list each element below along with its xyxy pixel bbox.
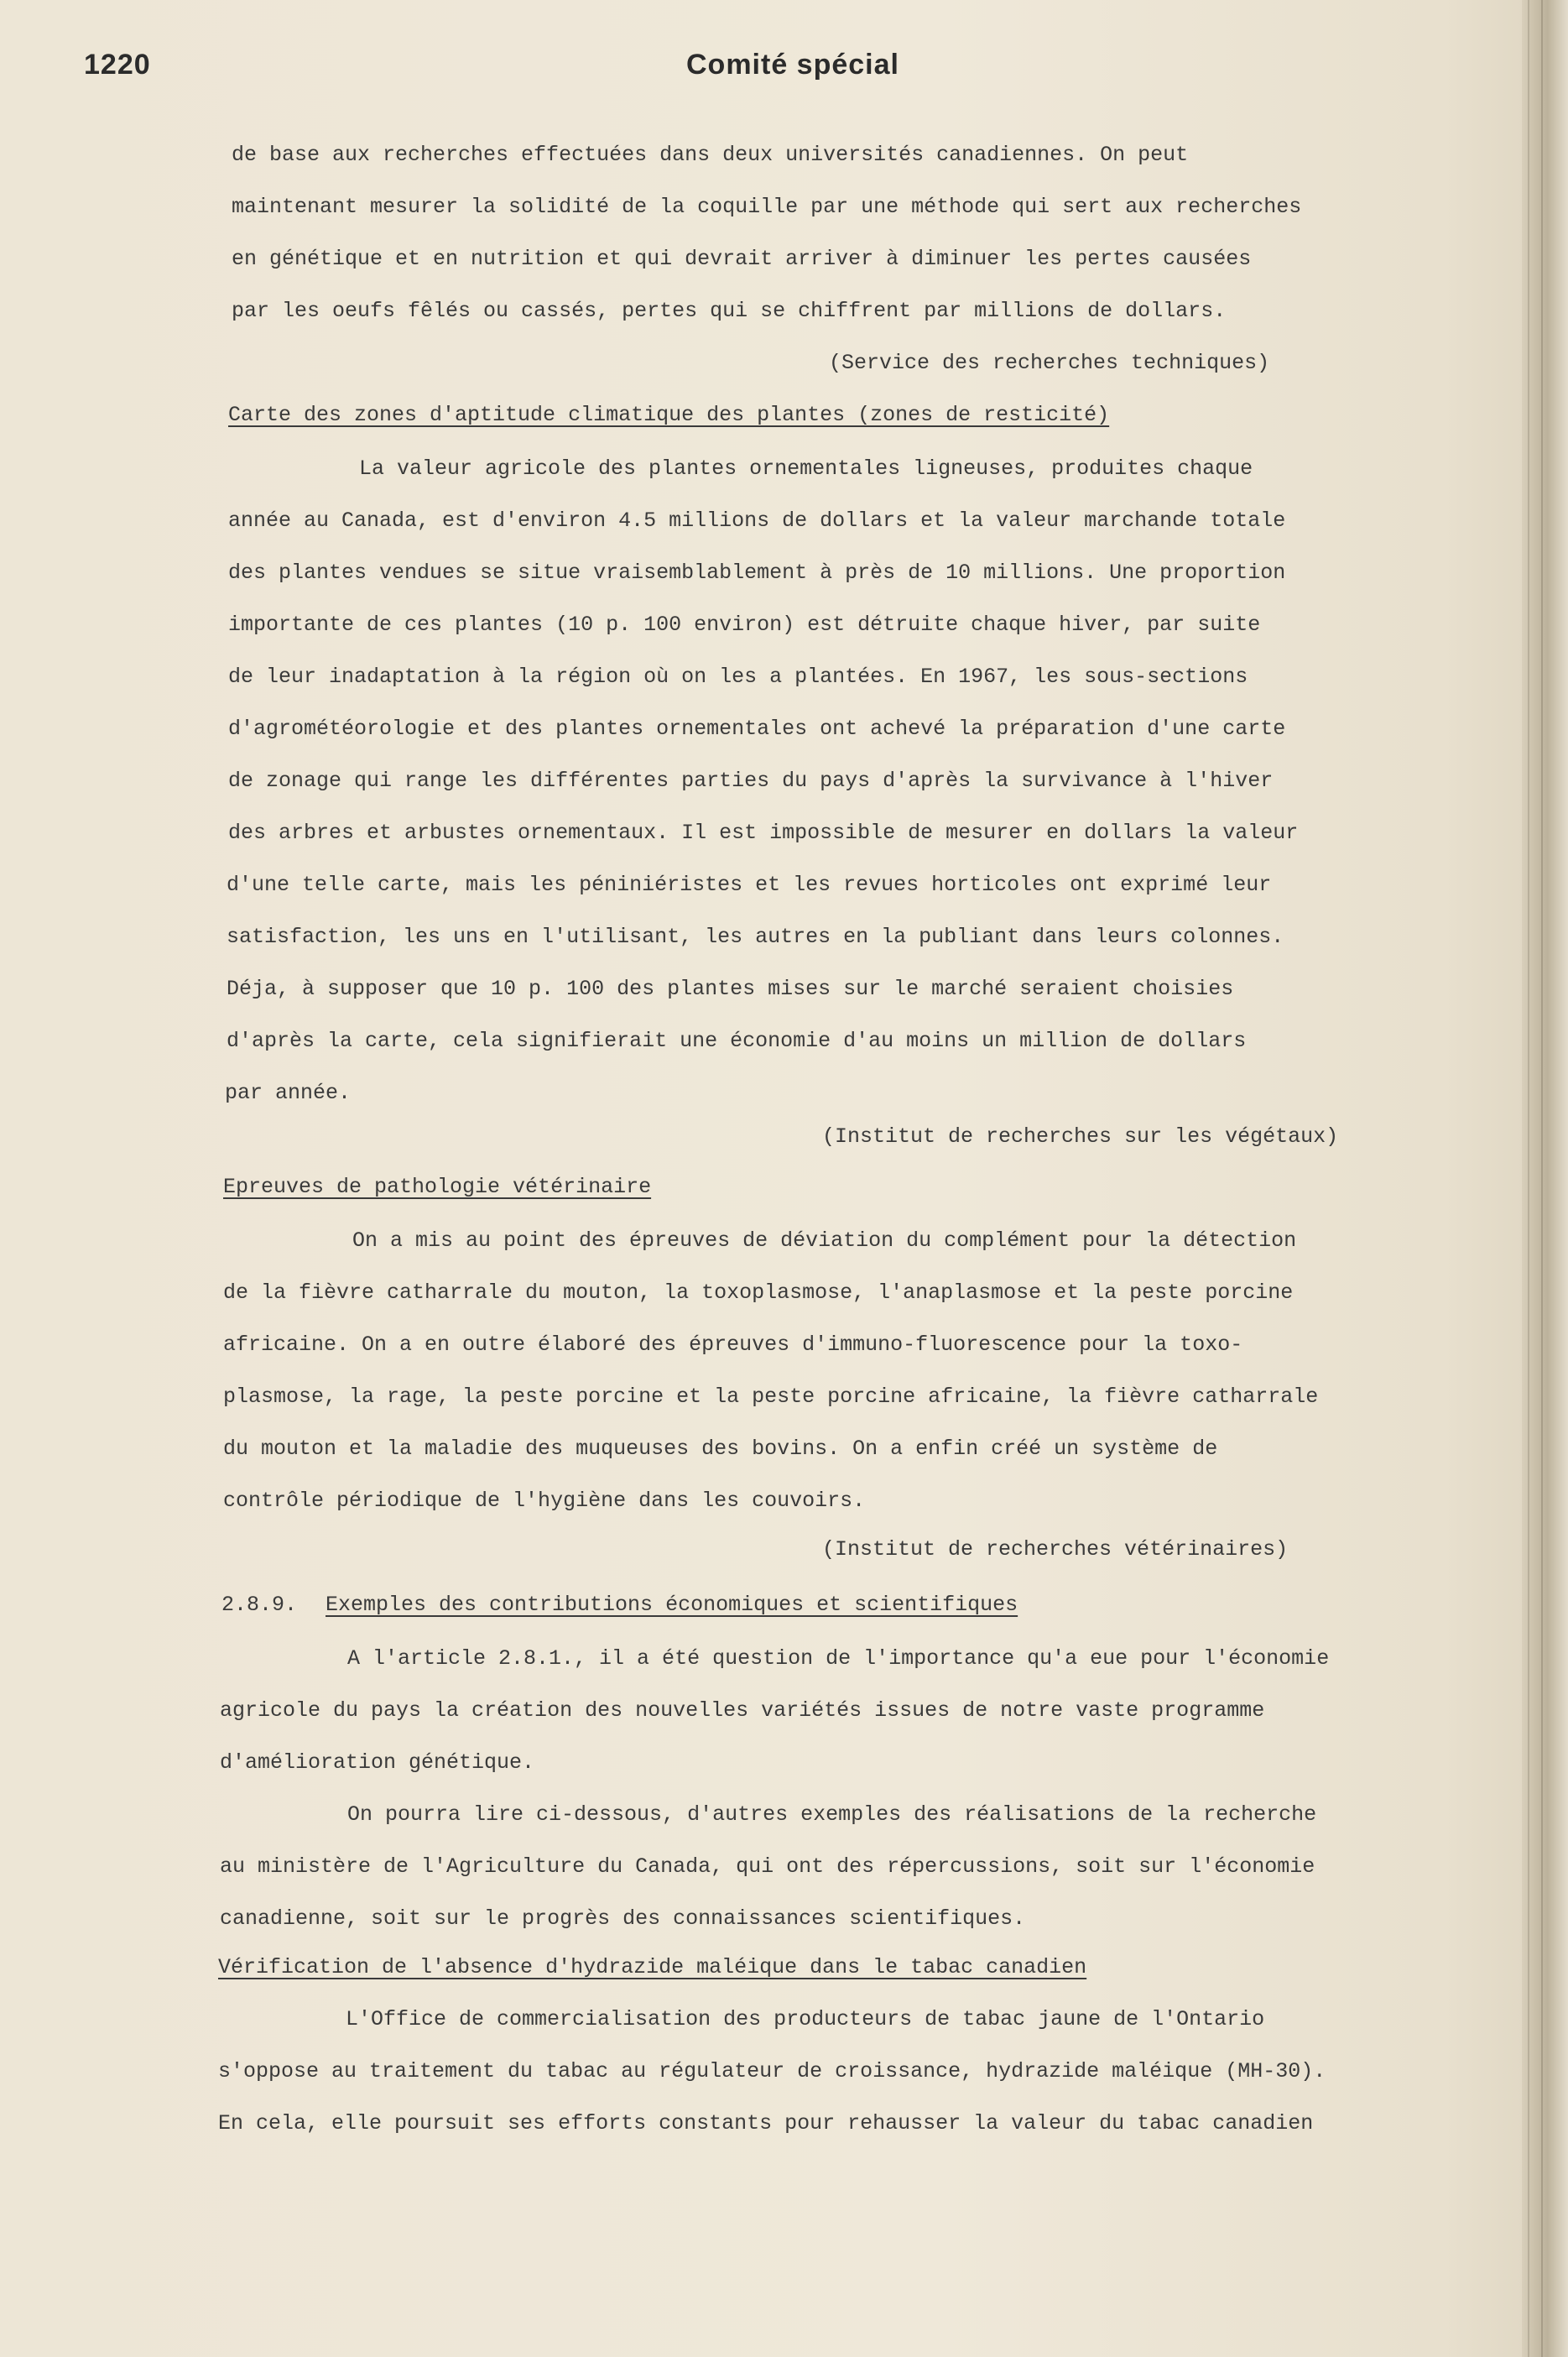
text-line: A l'article 2.8.1., il a été question de l'importance qu'a eue pour l'économie [347, 1646, 1330, 1671]
page-title: Comité spécial [686, 49, 899, 81]
text-line: canadienne, soit sur le progrès des connaissances scientifiques. [220, 1906, 1026, 1931]
page-number: 1220 [84, 49, 151, 81]
text-line: d'amélioration génétique. [220, 1750, 535, 1775]
text-line: contrôle périodique de l'hygiène dans les couvoirs. [223, 1489, 866, 1513]
text-line: des arbres et arbustes ornementaux. Il est impossible de mesurer en dollars la valeur [228, 821, 1299, 845]
text-line: par les oeufs fêlés ou cassés, pertes qui se chiffrent par millions de dollars. [232, 299, 1227, 323]
section-heading: Epreuves de pathologie vétérinaire [223, 1175, 652, 1199]
text-line: importante de ces plantes (10 p. 100 environ) est détruite chaque hiver, par suite [228, 613, 1261, 637]
binding-line [1541, 0, 1543, 2357]
text-line: année au Canada, est d'environ 4.5 millions de dollars et la valeur marchande totale [228, 508, 1286, 533]
attribution: (Service des recherches techniques) [829, 351, 1270, 375]
section-heading: Vérification de l'absence d'hydrazide maléique dans le tabac canadien [218, 1955, 1087, 1979]
text-line: On a mis au point des épreuves de déviation du complément pour la détection [352, 1228, 1297, 1253]
text-line: du mouton et la maladie des muqueuses des bovins. On a enfin créé un système de [223, 1437, 1218, 1461]
text-line: On pourra lire ci-dessous, d'autres exemples des réalisations de la recherche [347, 1802, 1317, 1827]
text-line: d'après la carte, cela signifierait une économie d'au moins un million de dollars [227, 1029, 1247, 1053]
text-line: par année. [225, 1081, 352, 1105]
text-line: plasmose, la rage, la peste porcine et la peste porcine africaine, la fièvre catharrale [223, 1384, 1319, 1409]
text-line: La valeur agricole des plantes ornementales ligneuses, produites chaque [359, 456, 1253, 481]
text-line: s'oppose au traitement du tabac au régulateur de croissance, hydrazide maléique (MH-30). [218, 2059, 1326, 2083]
text-line: en génétique et en nutrition et qui devrait arriver à diminuer les pertes causées [232, 247, 1252, 271]
attribution: (Institut de recherches sur les végétaux) [822, 1124, 1339, 1149]
text-line: de leur inadaptation à la région où on les a plantées. En 1967, les sous-sections [228, 665, 1248, 689]
attribution: (Institut de recherches vétérinaires) [822, 1537, 1289, 1562]
text-line: d'une telle carte, mais les péniniéristes et les revues horticoles ont exprimé leur [227, 873, 1272, 897]
section-number: 2.8.9. [221, 1593, 298, 1617]
text-line: de zonage qui range les différentes parties du pays d'après la survivance à l'hiver [228, 769, 1274, 793]
text-line: de la fièvre catharrale du mouton, la toxoplasmose, l'anaplasmose et la peste porcine [223, 1280, 1294, 1305]
text-line: satisfaction, les uns en l'utilisant, les autres en la publiant dans leurs colonnes. [227, 925, 1284, 949]
text-line: de base aux recherches effectuées dans deux universités canadiennes. On peut [232, 143, 1189, 167]
text-line: d'agrométéorologie et des plantes ornementales ont achevé la préparation d'une carte [228, 717, 1286, 741]
text-line: Déja, à supposer que 10 p. 100 des plantes mises sur le marché seraient choisies [227, 977, 1234, 1001]
text-line: au ministère de l'Agriculture du Canada, qui ont des répercussions, soit sur l'économie [220, 1854, 1315, 1879]
section-heading: Exemples des contributions économiques et scientifiques [326, 1593, 1018, 1617]
binding-line [1528, 0, 1529, 2357]
text-line: des plantes vendues se situe vraisemblablement à près de 10 millions. Une proportion [228, 561, 1286, 585]
text-line: L'Office de commercialisation des producteurs de tabac jaune de l'Ontario [346, 2007, 1265, 2031]
text-line: En cela, elle poursuit ses efforts constants pour rehausser la valeur du tabac canadien [218, 2111, 1314, 2135]
text-line: africaine. On a en outre élaboré des épreuves d'immuno-fluorescence pour la toxo- [223, 1332, 1243, 1357]
text-line: maintenant mesurer la solidité de la coquille par une méthode qui sert aux recherches [232, 195, 1302, 219]
section-heading: Carte des zones d'aptitude climatique des plantes (zones de resticité) [228, 403, 1110, 427]
text-line: agricole du pays la création des nouvelles variétés issues de notre vaste programme [220, 1698, 1265, 1723]
